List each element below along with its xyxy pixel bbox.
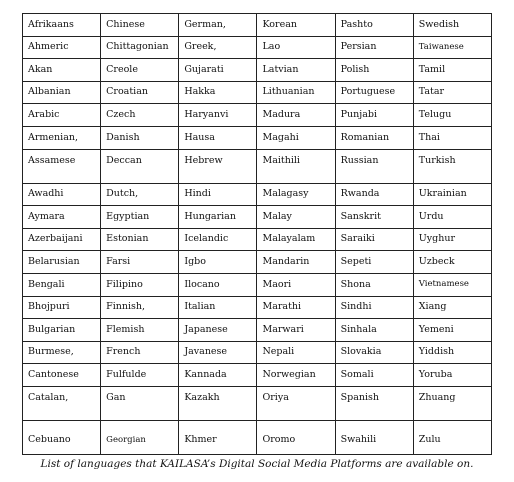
table-row	[23, 420, 492, 454]
table-row	[23, 149, 492, 183]
language-cell: Egyptian	[101, 206, 179, 229]
language-cell: Greek,	[179, 36, 257, 59]
language-cell: Javanese	[179, 341, 257, 364]
language-cell: Azerbaijani	[23, 228, 101, 251]
language-cell: Yoruba	[413, 364, 491, 387]
language-cell: Igbo	[179, 251, 257, 274]
language-cell: Fulfulde	[101, 364, 179, 387]
language-cell: Oriya	[257, 386, 335, 420]
language-cell: Tatar	[413, 81, 491, 104]
language-cell: Xiang	[413, 296, 491, 319]
language-cell: Maori	[257, 273, 335, 296]
table-row	[23, 364, 492, 387]
language-cell: Sanskrit	[335, 206, 413, 229]
language-cell: Marwari	[257, 319, 335, 342]
table-row	[23, 228, 492, 251]
language-table	[22, 13, 492, 455]
language-cell: Magahi	[257, 126, 335, 149]
language-cell: Zhuang	[413, 386, 491, 420]
language-cell: Malagasy	[257, 183, 335, 206]
language-cell: Hakka	[179, 81, 257, 104]
language-cell: Marathi	[257, 296, 335, 319]
language-cell: Romanian	[335, 126, 413, 149]
language-cell: Arabic	[23, 104, 101, 127]
language-cell: Maithili	[257, 149, 335, 183]
language-cell: Swedish	[413, 14, 491, 37]
language-cell: Ilocano	[179, 273, 257, 296]
language-cell: Danish	[101, 126, 179, 149]
language-cell: Hausa	[179, 126, 257, 149]
language-cell: Malayalam	[257, 228, 335, 251]
language-cell: Zulu	[413, 420, 491, 454]
language-cell: Uzbeck	[413, 251, 491, 274]
language-cell: Filipino	[101, 273, 179, 296]
language-cell: Estonian	[101, 228, 179, 251]
table-row	[23, 14, 492, 37]
language-cell: Portuguese	[335, 81, 413, 104]
language-cell: Chinese	[101, 14, 179, 37]
language-cell: Korean	[257, 14, 335, 37]
language-cell: Swahili	[335, 420, 413, 454]
language-cell: Saraiki	[335, 228, 413, 251]
language-cell: Latvian	[257, 59, 335, 82]
language-cell: Armenian,	[23, 126, 101, 149]
table-row	[23, 273, 492, 296]
language-cell: Georgian	[101, 420, 179, 454]
language-cell: Russian	[335, 149, 413, 183]
language-cell: Hindi	[179, 183, 257, 206]
language-cell: Turkish	[413, 149, 491, 183]
language-cell: Bengali	[23, 273, 101, 296]
language-cell: Hungarian	[179, 206, 257, 229]
language-cell: German,	[179, 14, 257, 37]
language-cell: Creole	[101, 59, 179, 82]
table-row	[23, 386, 492, 420]
language-cell: Khmer	[179, 420, 257, 454]
language-cell: Gan	[101, 386, 179, 420]
language-cell: Sindhi	[335, 296, 413, 319]
language-cell: Bhojpuri	[23, 296, 101, 319]
language-cell: Taiwanese	[413, 36, 491, 59]
table-caption: List of languages that KAILASA’s Digital Social Media Platforms are available on.	[40, 458, 474, 470]
language-cell: Yemeni	[413, 319, 491, 342]
language-cell: Bulgarian	[23, 319, 101, 342]
language-cell: Catalan,	[23, 386, 101, 420]
language-cell: Thai	[413, 126, 491, 149]
language-cell: Sepeti	[335, 251, 413, 274]
language-cell: Afrikaans	[23, 14, 101, 37]
language-cell: Punjabi	[335, 104, 413, 127]
language-cell: Japanese	[179, 319, 257, 342]
language-cell: Ukrainian	[413, 183, 491, 206]
language-cell: Rwanda	[335, 183, 413, 206]
language-cell: Flemish	[101, 319, 179, 342]
table-row	[23, 296, 492, 319]
language-cell: Madura	[257, 104, 335, 127]
language-cell: Chittagonian	[101, 36, 179, 59]
language-cell: Malay	[257, 206, 335, 229]
language-cell: Tamil	[413, 59, 491, 82]
table-row	[23, 319, 492, 342]
table-row	[23, 126, 492, 149]
language-cell: Lao	[257, 36, 335, 59]
language-cell: Urdu	[413, 206, 491, 229]
language-cell: Somali	[335, 364, 413, 387]
language-cell: Uyghur	[413, 228, 491, 251]
language-cell: Cantonese	[23, 364, 101, 387]
language-cell: Italian	[179, 296, 257, 319]
language-cell: Oromo	[257, 420, 335, 454]
language-cell: Telugu	[413, 104, 491, 127]
language-cell: Lithuanian	[257, 81, 335, 104]
table-row	[23, 81, 492, 104]
language-cell: Mandarin	[257, 251, 335, 274]
language-cell: Slovakia	[335, 341, 413, 364]
language-cell: Vietnamese	[413, 273, 491, 296]
table-row	[23, 251, 492, 274]
language-cell: Yiddish	[413, 341, 491, 364]
language-cell: Haryanvi	[179, 104, 257, 127]
language-cell: Ahmeric	[23, 36, 101, 59]
language-cell: Kazakh	[179, 386, 257, 420]
language-cell: Polish	[335, 59, 413, 82]
language-cell: Assamese	[23, 149, 101, 183]
table-row	[23, 36, 492, 59]
language-cell: French	[101, 341, 179, 364]
table-row	[23, 341, 492, 364]
language-cell: Norwegian	[257, 364, 335, 387]
table-row	[23, 206, 492, 229]
language-cell: Sinhala	[335, 319, 413, 342]
language-cell: Deccan	[101, 149, 179, 183]
language-cell: Croatian	[101, 81, 179, 104]
language-cell: Albanian	[23, 81, 101, 104]
language-cell: Awadhi	[23, 183, 101, 206]
language-cell: Kannada	[179, 364, 257, 387]
table-row	[23, 183, 492, 206]
language-cell: Hebrew	[179, 149, 257, 183]
language-cell: Cebuano	[23, 420, 101, 454]
language-cell: Persian	[335, 36, 413, 59]
table-row	[23, 104, 492, 127]
table-row	[23, 59, 492, 82]
language-cell: Icelandic	[179, 228, 257, 251]
language-cell: Czech	[101, 104, 179, 127]
language-cell: Spanish	[335, 386, 413, 420]
language-cell: Farsi	[101, 251, 179, 274]
language-cell: Belarusian	[23, 251, 101, 274]
language-cell: Finnish,	[101, 296, 179, 319]
language-cell: Shona	[335, 273, 413, 296]
language-cell: Burmese,	[23, 341, 101, 364]
language-cell: Nepali	[257, 341, 335, 364]
language-cell: Aymara	[23, 206, 101, 229]
language-cell: Gujarati	[179, 59, 257, 82]
language-cell: Pashto	[335, 14, 413, 37]
language-table-body	[23, 14, 492, 455]
language-cell: Akan	[23, 59, 101, 82]
language-cell: Dutch,	[101, 183, 179, 206]
